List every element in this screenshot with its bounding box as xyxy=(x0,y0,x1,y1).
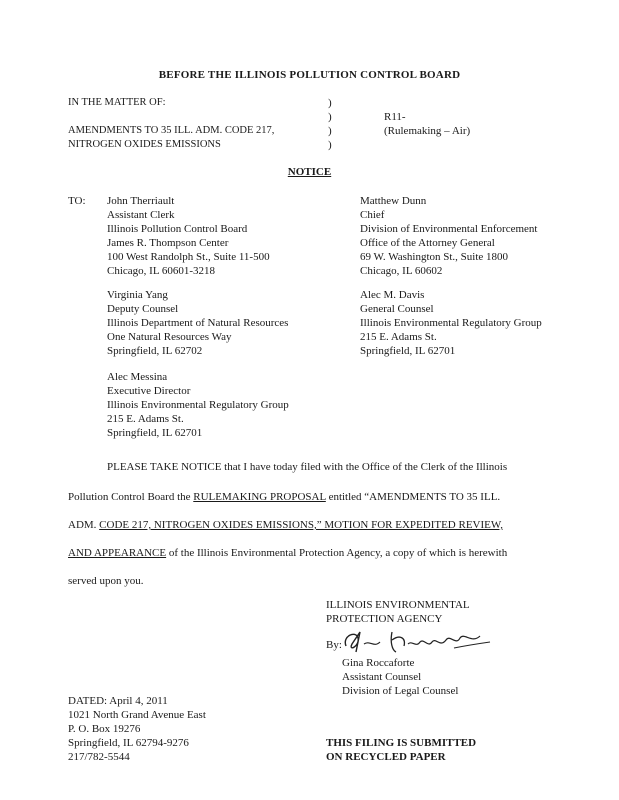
caption-brace-2: ) xyxy=(328,111,332,123)
caption-brace-1: ) xyxy=(328,97,332,109)
recipient-address-line: Chicago, IL 60601-3218 xyxy=(107,265,216,277)
recipient-name: Alec Messina xyxy=(107,371,168,383)
to-label: TO: xyxy=(68,195,86,207)
recipient-title: Assistant Clerk xyxy=(107,209,175,221)
body-text: of the Illinois Environmental Protection Agency, a copy of which is herewith xyxy=(166,547,508,559)
notice-body-line-4 xyxy=(68,546,507,560)
footer-phone: 217/782-5544 xyxy=(68,751,130,763)
recipient-address-line: 215 E. Adams St. xyxy=(360,331,437,343)
recipient-name: Alec M. Davis xyxy=(360,289,425,301)
recipient-address-line: Springfield, IL 62702 xyxy=(107,345,203,357)
agency-name-line-1: ILLINOIS ENVIRONMENTAL xyxy=(326,599,470,611)
notice-body-line-2 xyxy=(68,490,500,504)
notice-heading: NOTICE xyxy=(287,166,332,178)
recipient-address-line: One Natural Resources Way xyxy=(107,331,232,343)
notice-body-line-5: served upon you. xyxy=(68,575,144,587)
recipient-org: Illinois Environmental Regulatory Group xyxy=(360,317,542,329)
recipient-org: Illinois Pollution Control Board xyxy=(107,223,248,235)
recipient-title: Deputy Counsel xyxy=(107,303,179,315)
notice-body-line-1: PLEASE TAKE NOTICE that I have today filed with the Office of the Clerk of the Illinois xyxy=(107,461,508,473)
recipient-name: Virginia Yang xyxy=(107,289,168,301)
signer-division: Division of Legal Counsel xyxy=(342,685,459,697)
document-titles: CODE 217, NITROGEN OXIDES EMISSIONS,” MOTION FOR EXPEDITED REVIEW, xyxy=(99,519,503,531)
notice-body-line-3 xyxy=(68,518,503,532)
document-title: BEFORE THE ILLINOIS POLLUTION CONTROL BOARD xyxy=(158,69,461,81)
body-text: ADM. xyxy=(68,519,100,531)
recycled-notice-line-2: ON RECYCLED PAPER xyxy=(326,751,446,763)
recipient-name: John Therriault xyxy=(107,195,175,207)
recipient-address-line: 100 West Randolph St., Suite 11-500 xyxy=(107,251,270,263)
rulemaking-proposal-title: RULEMAKING PROPOSAL xyxy=(193,491,326,503)
recycled-notice-line-1: THIS FILING IS SUBMITTED xyxy=(326,737,477,749)
caption-line-4: NITROGEN OXIDES EMISSIONS xyxy=(68,139,221,150)
recipient-address-line: 69 W. Washington St., Suite 1800 xyxy=(360,251,509,263)
recipient-address-line: James R. Thompson Center xyxy=(107,237,229,249)
footer-address-line: P. O. Box 19276 xyxy=(68,723,141,735)
recipient-title: Executive Director xyxy=(107,385,191,397)
recipient-address-line: Office of the Attorney General xyxy=(360,237,495,249)
recipient-dunn xyxy=(360,194,537,278)
docket-number: R11- xyxy=(384,111,406,123)
recipient-title: General Counsel xyxy=(360,303,434,315)
body-text: entitled “AMENDMENTS TO 35 ILL. xyxy=(325,491,501,503)
signer-name: Gina Roccaforte xyxy=(342,657,415,669)
caption-line-3: AMENDMENTS TO 35 ILL. ADM. CODE 217, xyxy=(68,125,275,136)
recipient-yang xyxy=(107,288,288,358)
recipient-therriault xyxy=(107,194,270,278)
recipient-org: Illinois Department of Natural Resources xyxy=(107,317,289,329)
agency-name-line-2: PROTECTION AGENCY xyxy=(326,613,443,625)
footer-address-line: 1021 North Grand Avenue East xyxy=(68,709,206,721)
recipient-messina xyxy=(107,370,289,440)
recipient-title: Chief xyxy=(360,209,385,221)
recipient-address-line: Springfield, IL 62701 xyxy=(107,427,203,439)
recipient-davis xyxy=(360,288,542,358)
recipient-org: Illinois Environmental Regulatory Group xyxy=(107,399,289,411)
dated-line: DATED: April 4, 2011 xyxy=(68,695,168,707)
caption-line-1: IN THE MATTER OF: xyxy=(68,97,166,108)
docket-type: (Rulemaking – Air) xyxy=(384,125,471,137)
recipient-name: Matthew Dunn xyxy=(360,195,427,207)
caption-brace-4: ) xyxy=(328,139,332,151)
recipient-address-line: Chicago, IL 60602 xyxy=(360,265,443,277)
signer-title: Assistant Counsel xyxy=(342,671,422,683)
recipient-address-line: 215 E. Adams St. xyxy=(107,413,184,425)
recipient-org: Division of Environmental Enforcement xyxy=(360,223,538,235)
caption-brace-3: ) xyxy=(328,125,332,137)
by-label: By: xyxy=(326,639,342,651)
footer-address-line: Springfield, IL 62794-9276 xyxy=(68,737,189,749)
handwritten-signature xyxy=(334,622,494,660)
body-text: Pollution Control Board the xyxy=(68,491,194,503)
recipient-address-line: Springfield, IL 62701 xyxy=(360,345,456,357)
appearance-title: AND APPEARANCE xyxy=(68,547,167,559)
